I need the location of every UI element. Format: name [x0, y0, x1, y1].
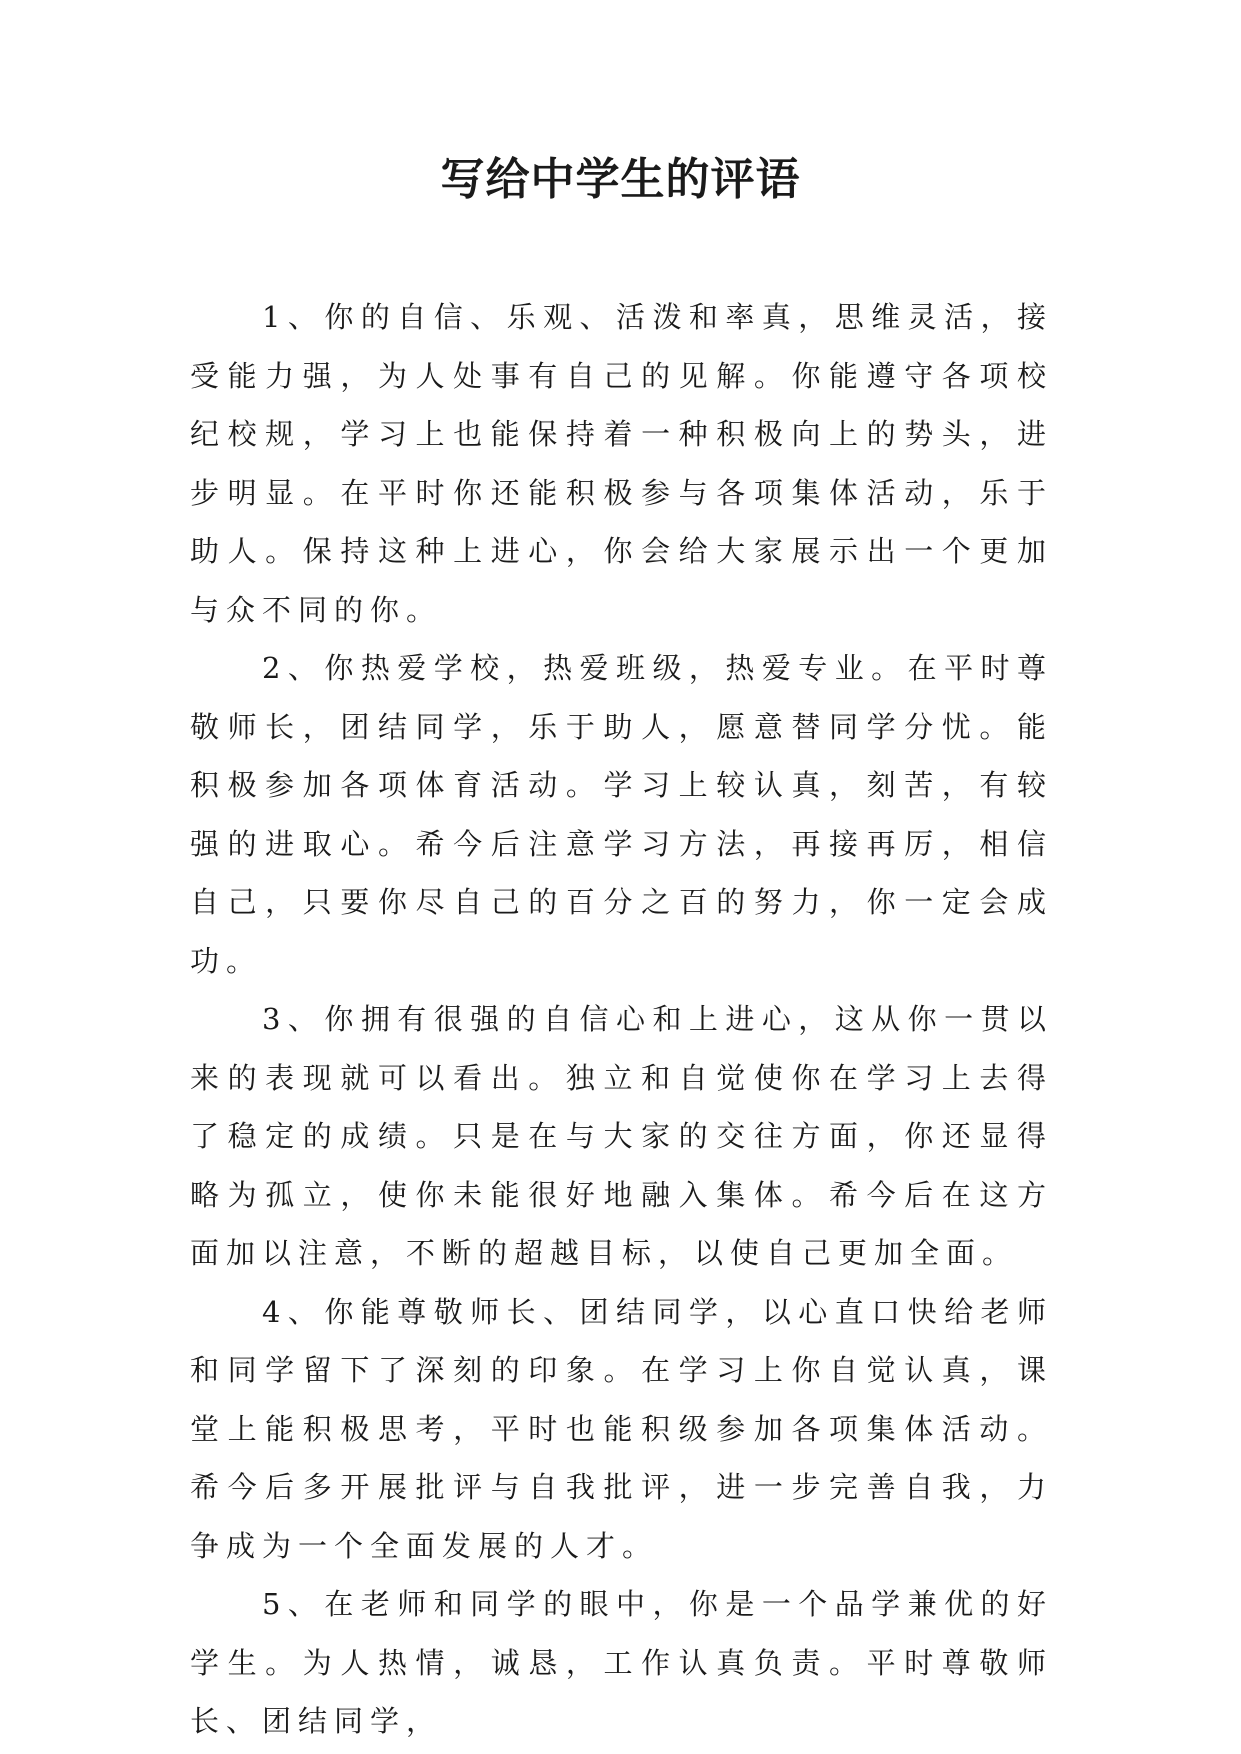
- comment-paragraph-4: 4、你能尊敬师长、团结同学，以心直口快给老师和同学留下了深刻的印象。在学习上你自觉认真，课堂上能积极思考，平时也能积级参加各项集体活动。希今后多开展批评与自我批评，进一步完善自我，力争成为一个全面发展的人才。: [190, 1294, 1053, 1563]
- comment-paragraph-5: 5、在老师和同学的眼中，你是一个品学兼优的好学生。为人热情，诚恳，工作认真负责。平时尊敬师长、团结同学，: [190, 1587, 1053, 1738]
- document-body: [190, 288, 1053, 1751]
- document-title: 写给中学生的评语: [440, 154, 801, 205]
- comment-paragraph-1: 1、你的自信、乐观、活泼和率真，思维灵活，接受能力强，为人处事有自己的见解。你能遵守各项校纪校规，学习上也能保持着一种积极向上的势头，进步明显。在平时你还能积极参与各项集体活动，乐于助人。保持这种上进心，你会给大家展示出一个更加与众不同的你。: [190, 300, 1053, 627]
- comment-paragraph-3: 3、你拥有很强的自信心和上进心，这从你一贯以来的表现就可以看出。独立和自觉使你在学习上去得了稳定的成绩。只是在与大家的交往方面，你还显得略为孤立，使你未能很好地融入集体。希今后在这方面加以注意，不断的超越目标，以使自己更加全面。: [190, 1002, 1053, 1270]
- comment-paragraph-2: 2、你热爱学校，热爱班级，热爱专业。在平时尊敬师长，团结同学，乐于助人，愿意替同学分忧。能积极参加各项体育活动。学习上较认真，刻苦，有较强的进取心。希今后注意学习方法，再接再厉，相信自己，只要你尽自己的百分之百的努力，你一定会成功。: [190, 651, 1053, 978]
